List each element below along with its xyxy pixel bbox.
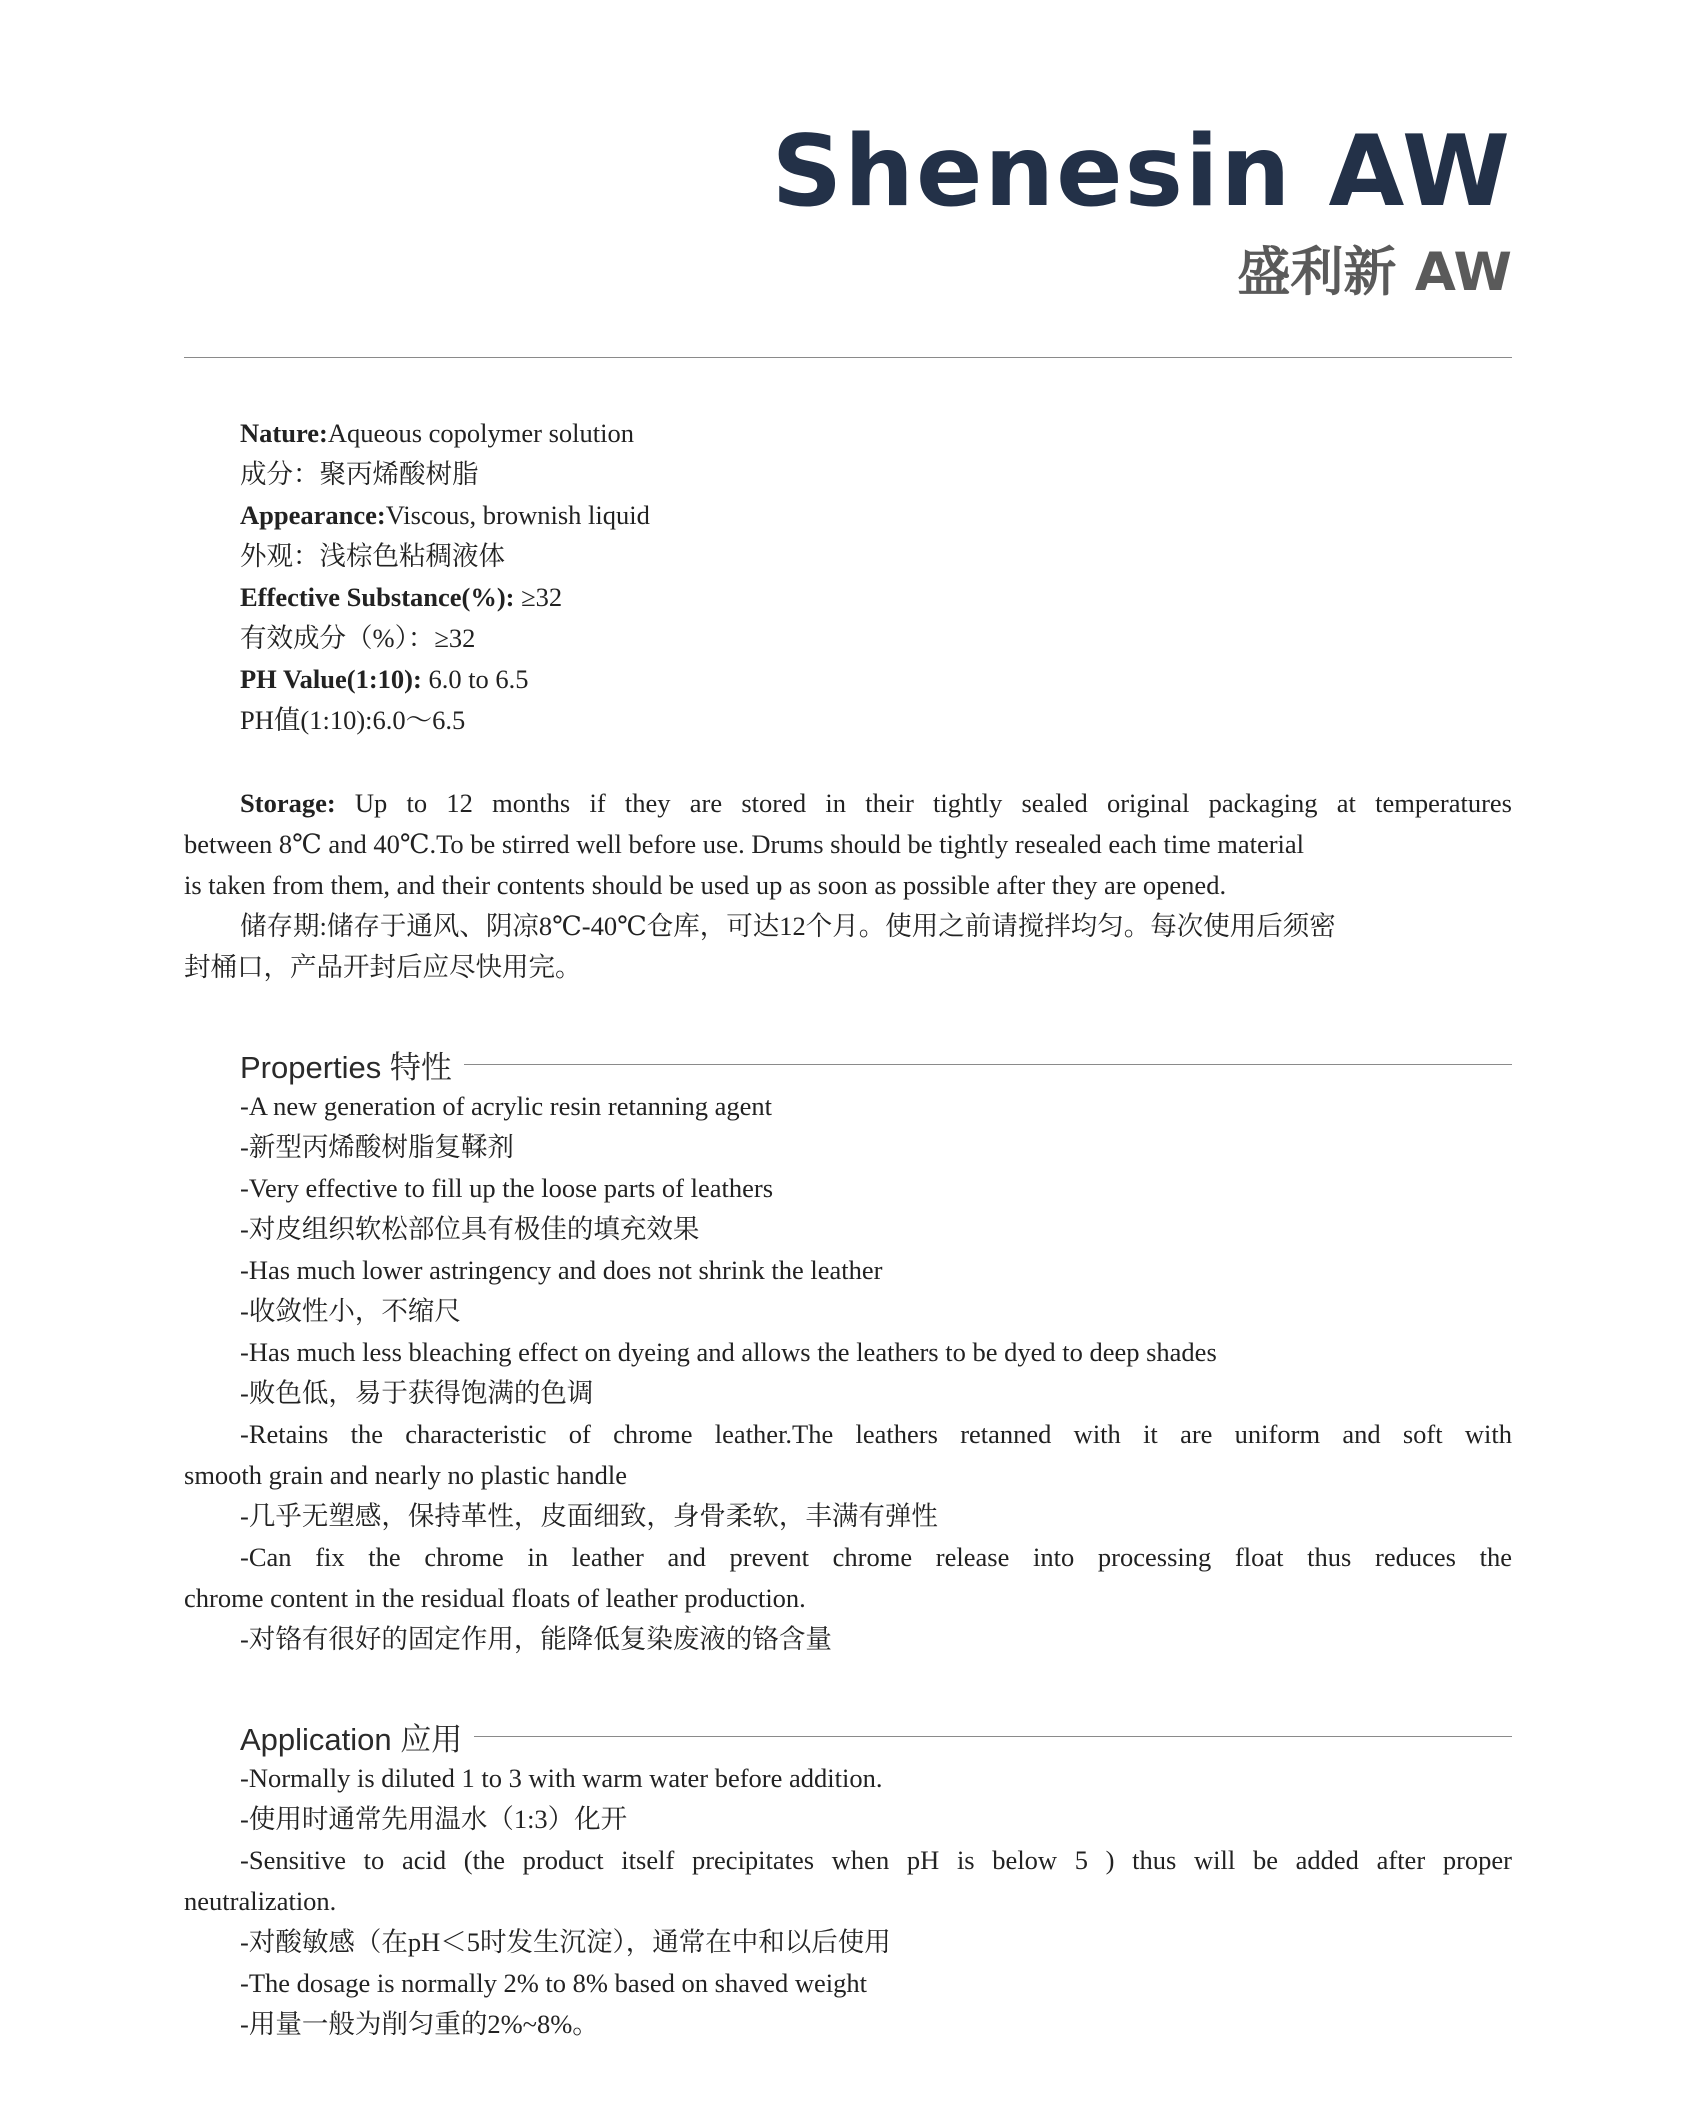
application-divider bbox=[474, 1736, 1512, 1737]
spec-ph-value: 6.0 to 6.5 bbox=[421, 664, 529, 694]
property-fix-line-2: chrome content in the residual floats of leather production. bbox=[184, 1583, 806, 1613]
property-retains-line-1: -Retains the characteristic of chrome leather.The leathers retanned with it are uniform and soft with bbox=[240, 1419, 1512, 1449]
property-retains-cn: -几乎无塑感，保持革性，皮面细致，身骨柔软，丰满有弹性 bbox=[240, 1501, 938, 1531]
product-subtitle-cn: 盛利新 AW bbox=[1237, 242, 1512, 303]
spec-appearance-cn: 外观：浅棕色粘稠液体 bbox=[240, 541, 505, 571]
property-item: -对皮组织软松部位具有极佳的填充效果 bbox=[240, 1214, 700, 1244]
spec-appearance bbox=[184, 495, 1512, 536]
property-item: -新型丙烯酸树脂复鞣剂 bbox=[240, 1132, 514, 1162]
document-body bbox=[184, 413, 1512, 2045]
property-fix-cn: -对铬有很好的固定作用，能降低复染废液的铬含量 bbox=[240, 1624, 832, 1654]
application-item: -用量一般为削匀重的2%~8%。 bbox=[240, 2009, 599, 2039]
spec-nature-cn: 成分：聚丙烯酸树脂 bbox=[240, 459, 479, 489]
spec-ph bbox=[184, 659, 1512, 700]
spacer bbox=[184, 741, 1512, 783]
property-item: -A new generation of acrylic resin retanning agent bbox=[240, 1091, 772, 1121]
property-retains-line-2: smooth grain and nearly no plastic handle bbox=[184, 1460, 628, 1490]
application-item: -The dosage is normally 2% to 8% based on shaved weight bbox=[240, 1968, 868, 1998]
spec-appearance-label: Appearance: bbox=[240, 500, 386, 530]
storage-line-2: between 8℃ and 40℃.To be stirred well before use. Drums should be tightly resealed each time material bbox=[184, 829, 1305, 859]
spacer bbox=[184, 1660, 1512, 1714]
application-heading bbox=[184, 1714, 1512, 1758]
property-item: -Has much less bleaching effect on dyeing and allows the leathers to be dyed to deep shades bbox=[240, 1337, 1217, 1367]
application-title: Application 应用 bbox=[240, 1721, 463, 1757]
spec-effective-cn: 有效成分（%）：≥32 bbox=[240, 623, 476, 653]
storage-cn-line-2: 封桶口，产品开封后应尽快用完。 bbox=[184, 952, 582, 982]
property-fix-line-1: -Can fix the chrome in leather and prevent chrome release into processing float thus reduces the bbox=[240, 1542, 1512, 1572]
storage-text-1: Up to 12 months if they are stored in their tightly sealed original packaging at temperatures bbox=[335, 788, 1512, 818]
spec-appearance-value: Viscous, brownish liquid bbox=[385, 500, 650, 530]
property-item: -败色低，易于获得饱满的色调 bbox=[240, 1378, 594, 1408]
application-acid-line-1: -Sensitive to acid (the product itself precipitates when pH is below 5 ) thus will be added after proper bbox=[240, 1845, 1512, 1875]
property-item: -Very effective to fill up the loose parts of leathers bbox=[240, 1173, 774, 1203]
spec-ph-label: PH Value(1:10): bbox=[240, 664, 422, 694]
properties-title: Properties 特性 bbox=[240, 1049, 452, 1085]
storage-line-1 bbox=[184, 783, 1512, 824]
spec-nature bbox=[184, 413, 1512, 454]
spec-nature-label: Nature: bbox=[240, 418, 328, 448]
storage-label: Storage: bbox=[240, 788, 336, 818]
spec-effective-label: Effective Substance(%): bbox=[240, 582, 515, 612]
spec-nature-value: Aqueous copolymer solution bbox=[327, 418, 635, 448]
application-item: -使用时通常先用温水（1:3）化开 bbox=[240, 1804, 628, 1834]
storage-cn-line-1: 储存期:储存于通风、阴凉8℃-40℃仓库，可达12个月。使用之前请搅拌均匀。每次使用后须密 bbox=[240, 911, 1336, 941]
application-item: -Normally is diluted 1 to 3 with warm water before addition. bbox=[240, 1763, 883, 1793]
properties-heading bbox=[184, 1042, 1512, 1086]
spec-ph-cn: PH值(1:10):6.0～6.5 bbox=[240, 705, 466, 735]
header-divider bbox=[184, 357, 1512, 358]
spec-effective-value: ≥32 bbox=[514, 582, 563, 612]
properties-divider bbox=[464, 1064, 1512, 1065]
application-acid-line-2: neutralization. bbox=[184, 1886, 337, 1916]
spec-effective bbox=[184, 577, 1512, 618]
product-title: Shenesin AW bbox=[771, 115, 1512, 229]
application-item: -对酸敏感（在pH＜5时发生沉淀），通常在中和以后使用 bbox=[240, 1927, 891, 1957]
storage-line-3: is taken from them, and their contents should be used up as soon as possible after they are opened. bbox=[184, 870, 1227, 900]
spacer bbox=[184, 988, 1512, 1042]
property-item: -收敛性小，不缩尺 bbox=[240, 1296, 461, 1326]
property-item: -Has much lower astringency and does not shrink the leather bbox=[240, 1255, 883, 1285]
